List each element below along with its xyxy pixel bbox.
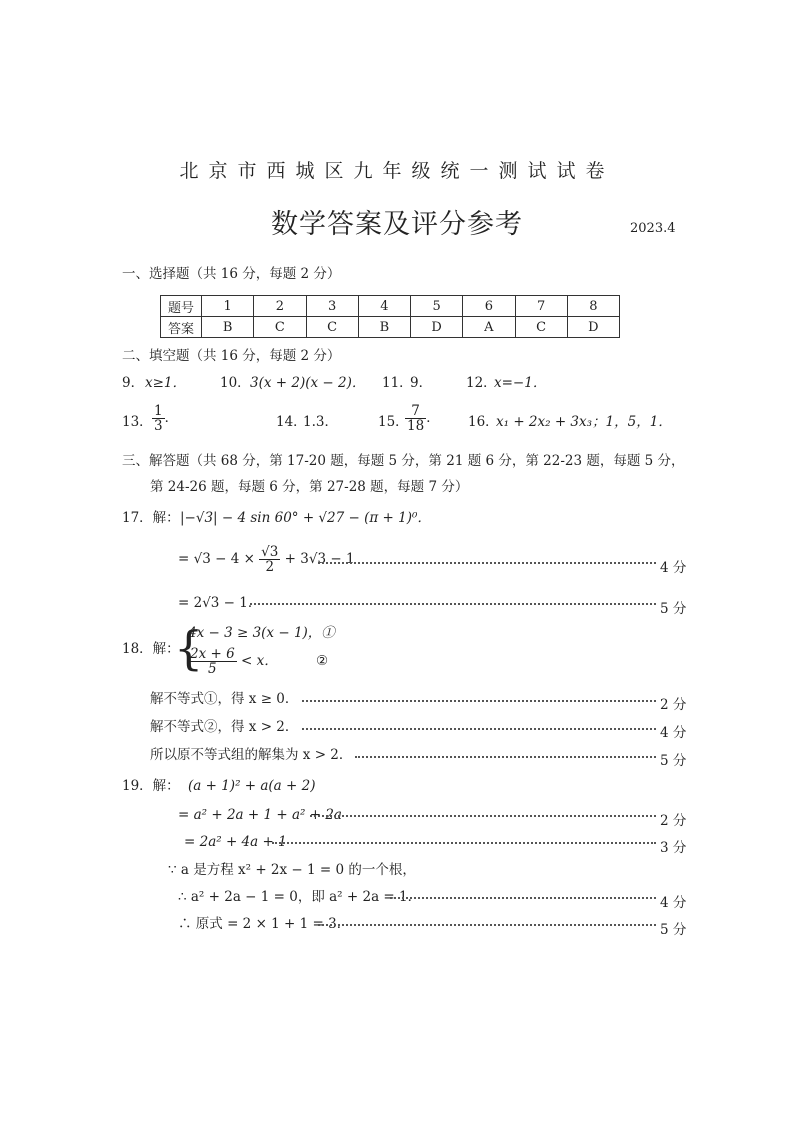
q10-number: 10． bbox=[220, 375, 251, 391]
table-cell: C bbox=[306, 317, 358, 338]
q19-step2: = 2a² + 4a + 1 bbox=[184, 834, 287, 850]
document-subtitle: 数学答案及评分参考 bbox=[271, 209, 523, 240]
table-cell: D bbox=[411, 317, 463, 338]
table-cell: B bbox=[358, 317, 410, 338]
dotted-leader bbox=[250, 603, 656, 605]
q19-expression: (a + 1)² + a(a + 2) bbox=[188, 778, 316, 794]
table-header-cell: 答案 bbox=[161, 317, 202, 338]
answer-table-answer-row bbox=[161, 317, 620, 338]
q11-answer: 9． bbox=[410, 375, 433, 391]
q10-answer: 3(x + 2)(x − 2)． bbox=[250, 375, 366, 391]
table-cell: 3 bbox=[306, 296, 358, 317]
score-label: 5 分 bbox=[660, 922, 687, 938]
q19-step3: ∵ a 是方程 x² + 2x − 1 = 0 的一个根， bbox=[168, 862, 416, 878]
score-label: 2 分 bbox=[660, 697, 687, 713]
score-label: 5 分 bbox=[660, 601, 687, 617]
answer-table-number-row bbox=[161, 296, 620, 317]
fraction-numerator: 7 bbox=[405, 404, 426, 419]
table-cell: C bbox=[254, 317, 306, 338]
q11-number: 11． bbox=[382, 375, 413, 391]
dotted-leader bbox=[355, 756, 656, 758]
q18-inequality1: 4x − 3 ≥ 3(x − 1)，① bbox=[188, 625, 335, 641]
q14-number: 14． bbox=[276, 414, 307, 430]
q15-end: ． bbox=[426, 410, 440, 427]
system-brace: { bbox=[174, 621, 204, 675]
q13-answer bbox=[152, 404, 178, 433]
fraction-denominator: 2 bbox=[265, 559, 275, 576]
q16-number: 16． bbox=[468, 414, 499, 430]
table-cell: 7 bbox=[515, 296, 567, 317]
dotted-leader bbox=[272, 842, 656, 844]
table-cell: 4 bbox=[358, 296, 410, 317]
table-cell: D bbox=[567, 317, 619, 338]
score-label: 4 分 bbox=[660, 895, 687, 911]
table-cell: 5 bbox=[411, 296, 463, 317]
dotted-leader bbox=[318, 562, 656, 564]
fraction-denominator: 5 bbox=[208, 661, 217, 678]
dotted-leader bbox=[302, 728, 656, 730]
dotted-leader bbox=[390, 897, 656, 899]
q15-fraction bbox=[405, 404, 426, 433]
q18-fraction bbox=[188, 647, 237, 676]
q16-answer: x₁ + 2x₂ + 3x₃；1，5，1． bbox=[496, 414, 672, 430]
document-title: 北京市西城区九年级统一测试试卷 bbox=[179, 160, 615, 182]
q17-label: 17．解： bbox=[122, 510, 180, 526]
q12-answer: x=−1． bbox=[494, 375, 547, 391]
fraction-numerator: 1 bbox=[154, 403, 163, 419]
score-label: 4 分 bbox=[660, 560, 687, 576]
q18-step2: 解不等式②，得 x > 2． bbox=[150, 719, 299, 735]
table-cell: B bbox=[202, 317, 254, 338]
dotted-leader bbox=[310, 815, 656, 817]
q18-inequality2 bbox=[188, 647, 328, 676]
q17-fraction bbox=[259, 545, 280, 574]
table-cell: A bbox=[463, 317, 515, 338]
fraction-numerator: 2x + 6 bbox=[190, 646, 235, 662]
fraction-denominator: 3 bbox=[154, 418, 163, 435]
q18-step3: 所以原不等式组的解集为 x > 2． bbox=[150, 747, 353, 763]
q19-label: 19．解： bbox=[122, 778, 180, 794]
q15-number: 15． bbox=[378, 414, 409, 430]
dotted-leader bbox=[302, 700, 656, 702]
q17-step1-b: + 3√3 − 1 bbox=[280, 551, 355, 568]
q19-step1: = a² + 2a + 1 + a² + 2a bbox=[178, 807, 342, 823]
fraction-numerator: √3 bbox=[261, 544, 279, 560]
answer-table bbox=[160, 295, 620, 338]
fraction-denominator: 18 bbox=[407, 418, 425, 435]
table-cell: C bbox=[515, 317, 567, 338]
q12-number: 12． bbox=[466, 375, 497, 391]
score-label: 2 分 bbox=[660, 813, 687, 829]
q13-number: 13． bbox=[122, 414, 153, 430]
table-cell: 6 bbox=[463, 296, 515, 317]
q15-answer bbox=[405, 404, 440, 433]
q9-answer: x≥1． bbox=[145, 375, 187, 391]
q13-end: ． bbox=[164, 410, 179, 427]
score-label: 3 分 bbox=[660, 840, 687, 856]
table-header-cell: 题号 bbox=[161, 296, 202, 317]
q13-fraction bbox=[152, 404, 165, 433]
q17-step1 bbox=[178, 545, 355, 574]
document-date: 2023.4 bbox=[630, 221, 676, 236]
q19-step5: ∴ 原式 = 2 × 1 + 1 = 3． bbox=[178, 916, 351, 932]
section2-heading: 二、填空题（共 16 分，每题 2 分） bbox=[122, 348, 341, 364]
q18-inequality2-mark: ② bbox=[316, 653, 329, 670]
q9-number: 9． bbox=[122, 375, 145, 391]
score-label: 4 分 bbox=[660, 725, 687, 741]
q17-expression: |−√3| − 4 sin 60° + √27 − (π + 1)⁰． bbox=[180, 510, 431, 526]
q19-step4: ∴ a² + 2a − 1 = 0，即 a² + 2a = 1． bbox=[178, 889, 422, 905]
q14-answer: 1.3． bbox=[303, 414, 338, 430]
q17-step2: = 2√3 − 1． bbox=[178, 595, 262, 611]
q17-step1-a: = √3 − 4 × bbox=[178, 551, 260, 568]
q18-inequality2-end: < x． bbox=[240, 653, 278, 670]
section3-heading-line2: 第 24-26 题，每题 6 分，第 27-28 题，每题 7 分） bbox=[150, 479, 469, 495]
dotted-leader bbox=[318, 924, 656, 926]
section1-heading: 一、选择题（共 16 分，每题 2 分） bbox=[122, 266, 341, 282]
q18-step1: 解不等式①，得 x ≥ 0． bbox=[150, 691, 299, 707]
score-label: 5 分 bbox=[660, 753, 687, 769]
table-cell: 8 bbox=[567, 296, 619, 317]
table-cell: 2 bbox=[254, 296, 306, 317]
table-cell: 1 bbox=[202, 296, 254, 317]
q18-label: 18．解： bbox=[122, 641, 180, 657]
section3-heading-line1: 三、解答题（共 68 分，第 17-20 题，每题 5 分，第 21 题 6 分，第 22-23 题，每题 5 分， bbox=[122, 453, 685, 469]
